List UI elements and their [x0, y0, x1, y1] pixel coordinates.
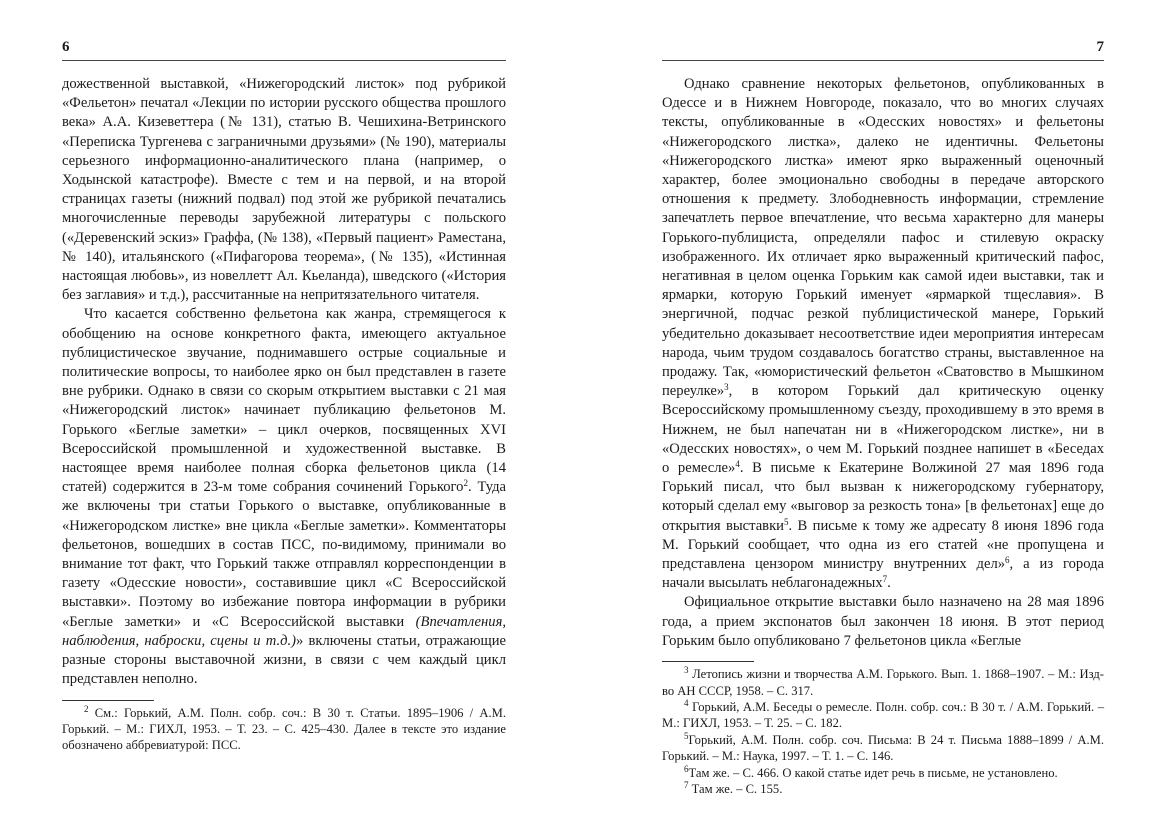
- paragraph-text: Что касается собственно фельетона как жанра, стремящегося к обобщению на основе конкретного факта, имеющего актуальное публицистическое звучание, поднимавшего острые социальные и политические вопросы, то наиболее ярко он был представлен в газете вне рубрики. Однако в связи со скорым открытием выставки с 21 мая «Нижегородский листок» начинает публикацию фельетонов М. Горького «Беглые заметки» – цикл очерков, посвященных XVI Всероссийской промышленной и художественной выставке. В настоящее время наиболее полная сборка фельетонов цикла (14 статей) содержится в 23-м томе собрания сочинений Горького: [62, 306, 506, 496]
- paragraph-text: , в котором Горький дал критическую оценку Всероссийскому промышленному съезду, проходившему в это время в Нижнем, не был напечатан ни в «Нижегородском листке», ни в «Одесских новостях», о чем М. Горький позднее напишет в «Беседах о ремесле»: [662, 383, 1104, 477]
- footnote: [662, 765, 1104, 781]
- footnote: [662, 699, 1104, 732]
- footnote-ref: 4: [735, 459, 740, 470]
- paragraph: Что касается собственно фельетона как жанра, стремящегося к обобщению на основе конкретного факта, имеющего актуальное публицистическое звучание, поднимавшего острые социальные и политические вопросы, то наиболее ярко он был представлен в газете вне рубрики. Однако в связи со скорым открытием выставки с 21 мая «Нижегородский листок» начинает публикацию фельетонов М. Горького «Беглые заметки» – цикл очерков, посвященных XVI Всероссийской промышленной и художественной выставке. В настоящее время наиболее полная сборка фельетонов цикла (14 статей) содержится в 23-м томе собрания сочинений Горького$^2$. Туда же включены три статьи Горького о выставке, опубликованные в «Нижегородском листке» вне цикла «Беглые заметки». Комментаторы фельетонов, вошедших в состав ПСС, по-видимому, принимали во внимание тот факт, что Горький также отправлял корреспонденции в газету «Одесские новости», составившие цикл «С Всероссийской выставки». Поэтому во избежание повтора информации в рубрики «Беглые заметки» и «С Всероссийской выставки (Впечатления, наблюдения, наброски, сцены и т.д.)» включены статьи, отражающие разные стороны выставочной жизни, в связи с чем каждый цикл представлен неполно.: [62, 306, 507, 688]
- footnote-text: Там же. – С. 466. О какой статье идет речь в письме, не установлено.: [688, 765, 1058, 780]
- header-rule: [662, 60, 1104, 61]
- footnote: [662, 732, 1104, 765]
- footnote-rule: [62, 700, 154, 701]
- footnote-mark: 7: [684, 779, 689, 790]
- footnote-ref: 6: [1005, 555, 1010, 566]
- footnote-mark: 4: [684, 697, 689, 708]
- footnote-text: Горький, А.М. Полн. собр. соч. Письма: В 24 т. Письма 1888–1899 / А.М. Горький. – М.: Наука, 1997. – Т. 1. – С. 146.: [662, 732, 1104, 764]
- footnote: [662, 781, 1104, 797]
- paragraph-text: Однако сравнение некоторых фельетонов, опубликованных в Одессе и в Нижнем Новгороде, показало, что во многих случаях тексты, опубликованные в «Одесских новостях» и фельетоны «Нижегородского листка», далеко не идентичны. Фельетоны «Нижегородского листка» имеют ярко выраженный оценочный характер, более эмоционально свободны в передаче авторского отношения к предмету. Злободневность информации, стремление запечатлеть первое впечатление, что весьма характерно для манеры Горького-публициста, определяли пафос и стилевую окраску изображенного. Их отличает ярко выраженный критический пафос, негативная в целом оценка Горьким как самой идеи выставки, так и ярмарки, которую Горький именует «ярмаркой тщеславия». В энергичной, подчас резкой публицистической манере, Горький убедительно доказывает несоответствие идеи мероприятия интересам народа, чьим трудом создавалось богатство страны, выставленное на продажу. Так, «юмористический фельетон «Сватовство в Мышкином переулке»: [662, 76, 1104, 400]
- footnote-mark: 5: [684, 730, 689, 741]
- page-number: 7: [1096, 39, 1104, 55]
- paragraph-text: .: [887, 575, 891, 592]
- paragraph-text: . В письме к тому же адресату 8 июня 1896 года М. Горький сообщает, что одна из его статей «не пропущена и представлена цензором министру внутренних дел»: [662, 517, 1104, 573]
- footnote-text: Там же. – С. 155.: [688, 781, 783, 796]
- header-rule: [62, 60, 506, 61]
- page-number: 6: [62, 39, 70, 55]
- footnote-mark: 2: [84, 703, 89, 714]
- paragraph-text: » включены статьи, отражающие разные стороны выставочной жизни, в связи с чем каждый цикл представлен неполно.: [62, 632, 506, 688]
- footnote-text: См.: Горький, А.М. Полн. собр. соч.: В 30 т. Статьи. 1895–1906 / А.М. Горький. – М.: ГИХЛ, 1953. – Т. 23. – С. 425–430. Далее в тексте это издание обозначено аббревиатурой: ПСС.: [62, 705, 506, 753]
- footnote-ref: 2: [463, 478, 468, 489]
- paragraph-text: дожественной выставкой, «Нижегородский листок» под рубрикой «Фельетон» печатал «Лекции по истории русского общества прошлого века» А.А. Кизеветтера (№ 131), статью В. Чешихина-Ветринского «Переписка Тургенева с заграничными друзьями» (№ 190), материалы серьезного информационно-аналитического плана (например, о Ходынской катастрофе). Вместе с тем и на первой, и на второй страницах газеты (нижний подвал) под этой же рубрикой печатались многочисленные переводы зарубежной литературы с польского («Деревенский эскиз» Граффа, (№ 138), «Первый пациент» Раместана, № 140), итальянского («Пифагорова теорема», (№ 135), «Истинная настоящая любовь», из новеллетт Ал. Кьеланда), шведского («История без заглавия» и т.д.), рассчитанные на непритязательного читателя.: [62, 76, 506, 304]
- italic-text: (Впечатления, наблюдения, наброски, сцены и т.д.): [62, 613, 506, 649]
- footnote-ref: 3: [724, 382, 729, 393]
- footnote: [62, 705, 506, 754]
- paragraph-text: , а из города начали высылать неблагонадежных: [662, 556, 1104, 592]
- footnote-text: Горький, А.М. Беседы о ремесле. Полн. собр. соч.: В 30 т. / А.М. Горький. – М.: ГИХЛ, 1953. – Т. 25. – С. 182.: [662, 699, 1104, 731]
- footnote-ref: 7: [882, 574, 888, 585]
- paragraph-text: . В письме к Екатерине Волжиной 27 мая 1896 года Горький писал, что был вызван к нижегородскому губернатору, который сделал ему «выговор за резкость тона» [в фельетонах] еще до открытия выставки: [662, 460, 1104, 534]
- footnote-mark: 6: [684, 763, 689, 774]
- footnote-text: Летопись жизни и творчества А.М. Горького. Вып. 1. 1868–1907. – М.: Изд-во АН СССР, 1958. – С. 317.: [662, 667, 1104, 698]
- paragraph: [62, 75, 506, 305]
- page-body: [662, 75, 1104, 797]
- page-body: [62, 75, 506, 754]
- paragraph: [662, 75, 1104, 593]
- paragraph: [662, 593, 1104, 651]
- paragraph-text: Официальное открытие выставки было назначено на 28 мая 1896 года, а прием экспонатов был закончен 18 июня. В этот период Горьким было опубликовано 7 фельетонов цикла «Беглые: [662, 594, 1104, 649]
- footnote: [662, 666, 1104, 699]
- footnote-ref: 5: [783, 516, 789, 527]
- footnote-mark: 3: [684, 665, 689, 676]
- left-page: [62, 0, 506, 827]
- right-page: [662, 0, 1104, 827]
- footnote-rule: [662, 661, 754, 662]
- paragraph-text: Туда же включены три статьи Горького о выставке, опубликованные в «Нижегородском листке» вне цикла «Беглые заметки». Комментаторы фельетонов, вошедших в состав ПСС, по-видимому, принимали во внимание тот факт, что Горький также отправлял корреспонденции в газету «Одесские новости», составившие цикл «С Всероссийской выставки». Поэтому во избежание повтора информации в рубрики «Беглые заметки» и «С Всероссийской выставки: [62, 479, 507, 630]
